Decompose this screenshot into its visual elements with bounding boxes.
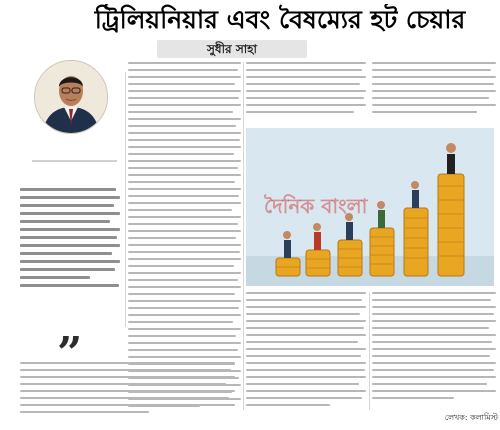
author-byline: সুধীর সাহা xyxy=(157,40,307,58)
article-headline: ট্রিলিয়নিয়ার এবং বৈষম্যের হট চেয়ার xyxy=(94,5,466,34)
publisher-watermark: দৈনিক বাংলা xyxy=(264,194,368,218)
intro-text-lines xyxy=(20,188,120,296)
column-rule-3 xyxy=(369,292,370,410)
column-rule-1 xyxy=(125,72,126,327)
body-column-2-lines xyxy=(128,62,241,410)
author-photo-box xyxy=(22,60,122,180)
author-divider xyxy=(32,160,117,162)
author-photo xyxy=(34,60,108,134)
body-column-3-top-lines xyxy=(246,62,366,126)
column-rule-2 xyxy=(243,62,244,410)
body-column-3-bottom-lines xyxy=(246,292,366,410)
author-credit: লেখক: কলামিস্ট xyxy=(444,413,498,422)
article-illustration xyxy=(246,128,494,286)
body-column-4-top-lines xyxy=(372,62,496,126)
body-column-4-bottom-lines xyxy=(372,292,496,404)
pull-quote-mark: ” xyxy=(57,332,83,362)
